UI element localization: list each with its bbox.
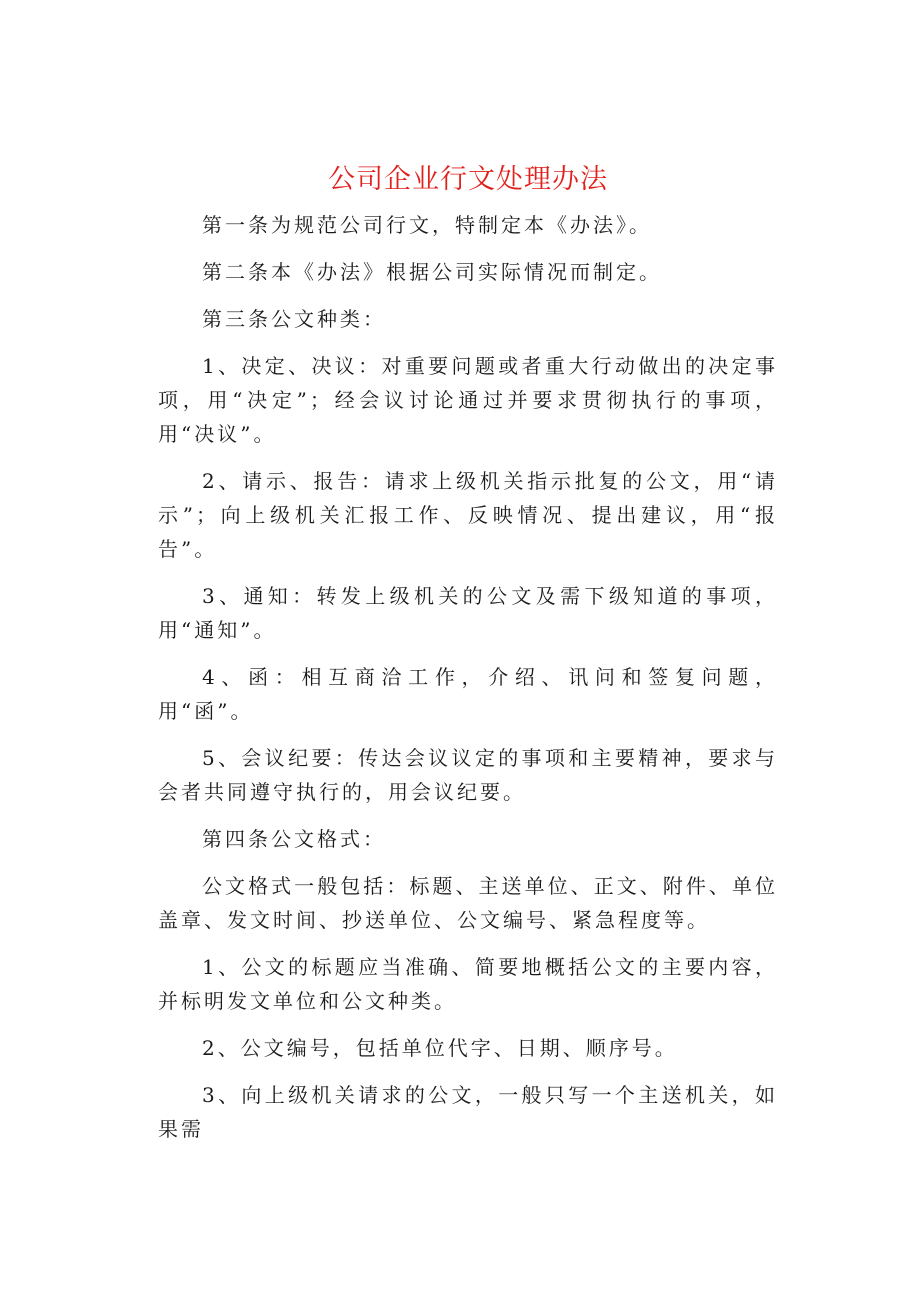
document-title: 公司企业行文处理办法	[328, 164, 608, 195]
paragraph-item-letter: 4、函：相互商洽工作，介绍、讯问和签复问题，用“函”。	[158, 665, 778, 723]
paragraph-item-notice: 3、通知：转发上级机关的公文及需下级知道的事项，用“通知”。	[158, 584, 778, 642]
paragraph-format-recipient: 3、向上级机关请求的公文，一般只写一个主送机关，如果需	[158, 1083, 778, 1141]
paragraph-article-4: 第四条公文格式：	[202, 827, 386, 851]
paragraph-article-2: 第二条本《办法》根据公司实际情况而制定。	[202, 260, 662, 284]
paragraph-article-3: 第三条公文种类：	[202, 307, 386, 331]
paragraph-format-overview: 公文格式一般包括：标题、主送单位、正文、附件、单位盖章、发文时间、抄送单位、公文编号、紧急程度等。	[158, 874, 778, 932]
paragraph-format-title: 1、公文的标题应当准确、简要地概括公文的主要内容，并标明发文单位和公文种类。	[158, 955, 778, 1013]
paragraph-item-request-report: 2、请示、报告：请求上级机关指示批复的公文，用“请示”；向上级机关汇报工作、反映情况、提出建议，用“报告”。	[158, 469, 778, 561]
paragraph-item-minutes: 5、会议纪要：传达会议议定的事项和主要精神，要求与会者共同遵守执行的，用会议纪要。	[158, 746, 778, 804]
paragraph-item-decision: 1、决定、决议：对重要问题或者重大行动做出的决定事项，用“决定”；经会议讨论通过并要求贯彻执行的事项，用“决议”。	[158, 354, 778, 446]
document-body	[158, 158, 778, 1159]
paragraph-article-1: 第一条为规范公司行文，特制定本《办法》。	[202, 213, 652, 237]
paragraph-format-number: 2、公文编号，包括单位代字、日期、顺序号。	[202, 1036, 678, 1060]
